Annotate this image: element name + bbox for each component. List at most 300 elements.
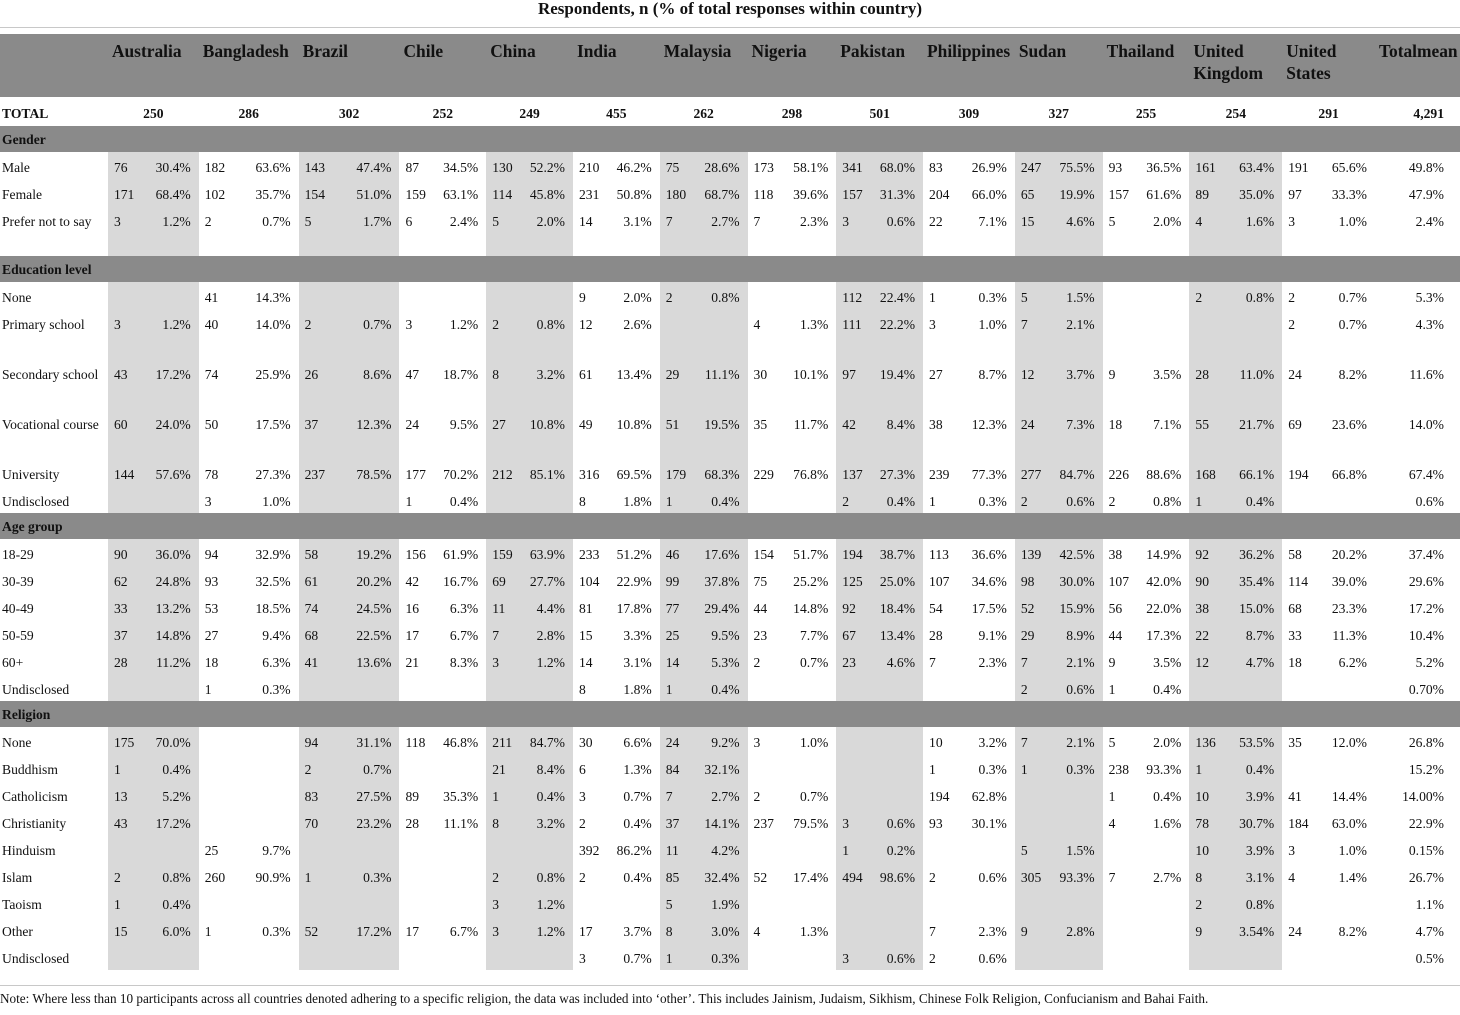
percent-cell: 3.7%	[1052, 359, 1102, 409]
count-cell: 237	[753, 816, 774, 831]
percent-cell: 19.2%	[335, 539, 400, 566]
percent-cell: 36.0%	[134, 539, 199, 566]
percent-cell: 1.5%	[1052, 282, 1102, 309]
count-cell: 41	[204, 290, 219, 305]
percent-cell	[1319, 943, 1375, 970]
country-header: Chile	[399, 34, 486, 97]
count-cell: 75	[753, 574, 768, 589]
count-cell: 29	[660, 359, 697, 409]
percent-cell: 10.8%	[616, 417, 652, 432]
percent-cell: 66.0%	[971, 187, 1007, 202]
percent-cell	[436, 835, 486, 862]
count-cell: 42	[405, 574, 420, 589]
percent-cell	[134, 943, 199, 970]
count-cell: 3	[836, 943, 872, 970]
total-cell: 249	[519, 106, 540, 121]
count-cell: 25	[660, 620, 697, 647]
percent-cell: 11.2%	[134, 647, 199, 674]
percent-cell	[436, 282, 486, 309]
percent-cell: 34.5%	[443, 160, 479, 175]
table-row	[0, 727, 1460, 754]
count-cell: 9	[578, 290, 586, 305]
count-cell: 12	[1015, 359, 1052, 409]
percent-cell	[523, 943, 573, 970]
percent-cell: 4.7%	[1226, 647, 1283, 674]
count-cell: 28	[108, 647, 134, 674]
percent-cell: 46.8%	[443, 735, 479, 750]
percent-cell: 12.3%	[971, 417, 1007, 432]
percent-cell: 25.9%	[255, 367, 291, 382]
count-cell: 2	[578, 816, 586, 831]
row-label: Undisclosed	[2, 494, 70, 509]
row-label: Undisclosed	[2, 951, 70, 966]
percent-cell: 9.1%	[978, 628, 1007, 643]
count-cell: 46	[660, 539, 697, 566]
count-cell	[399, 282, 435, 309]
percent-cell: 17.8%	[616, 601, 652, 616]
percent-cell: 0.3%	[335, 862, 400, 889]
count-cell	[1282, 754, 1318, 781]
percent-cell: 13.4%	[873, 620, 923, 647]
count-cell: 2	[753, 655, 761, 670]
count-cell: 41	[299, 647, 335, 674]
percent-cell: 8.3%	[449, 655, 479, 670]
count-cell: 260	[204, 870, 226, 885]
mean-cell: 15.2%	[1408, 762, 1444, 777]
percent-cell: 0.7%	[335, 309, 400, 359]
total-cell: 255	[1135, 106, 1157, 121]
percent-cell: 27.3%	[873, 459, 923, 486]
table-row	[0, 539, 1460, 566]
count-cell	[108, 486, 134, 513]
count-cell: 47	[405, 367, 420, 382]
count-cell	[399, 862, 435, 889]
count-cell: 161	[1189, 152, 1225, 179]
percent-cell: 2.8%	[523, 620, 573, 647]
count-cell: 2	[1288, 290, 1295, 305]
count-cell	[486, 674, 522, 701]
percent-cell: 76.8%	[793, 467, 829, 482]
count-cell	[299, 943, 335, 970]
count-cell: 9	[1108, 655, 1116, 670]
percent-cell	[134, 282, 199, 309]
percent-cell: 26.9%	[971, 160, 1007, 175]
count-cell: 56	[1108, 601, 1123, 616]
percent-cell: 39.0%	[1331, 574, 1367, 589]
count-cell: 29	[1015, 620, 1052, 647]
count-cell: 8	[1189, 862, 1225, 889]
row-label: Christianity	[2, 816, 67, 831]
percent-cell: 8.2%	[1338, 924, 1367, 939]
count-cell	[486, 282, 522, 309]
total-row	[0, 97, 1460, 126]
percent-cell: 31.3%	[873, 179, 923, 206]
count-cell: 37	[108, 620, 134, 647]
count-cell: 191	[1288, 160, 1309, 175]
percent-cell: 14.0%	[255, 317, 291, 332]
count-cell: 118	[753, 187, 774, 202]
percent-cell: 3.2%	[523, 808, 573, 835]
count-cell: 3	[108, 206, 134, 256]
count-cell: 2	[299, 309, 335, 359]
row-label: Vocational course	[2, 417, 99, 432]
percent-cell	[134, 835, 199, 862]
table-row	[0, 486, 1460, 513]
percent-cell: 3.5%	[1153, 655, 1182, 670]
percent-cell: 5.3%	[697, 647, 747, 674]
count-cell: 494	[836, 862, 872, 889]
count-cell	[1015, 781, 1052, 808]
percent-cell: 4.6%	[873, 647, 923, 674]
count-cell: 3	[1288, 843, 1295, 858]
count-cell: 68	[1288, 601, 1302, 616]
count-cell: 62	[108, 566, 134, 593]
percent-cell	[784, 486, 836, 513]
percent-cell: 11.1%	[697, 359, 747, 409]
percent-cell: 3.9%	[1226, 781, 1283, 808]
count-cell: 65	[1015, 179, 1052, 206]
row-label: Prefer not to say	[2, 214, 92, 229]
percent-cell	[235, 781, 299, 808]
count-cell: 30	[753, 367, 768, 382]
count-cell: 7	[1015, 727, 1052, 754]
count-cell: 107	[929, 574, 950, 589]
percent-cell: 24.5%	[335, 593, 400, 620]
count-cell: 25	[204, 843, 219, 858]
count-cell: 3	[578, 951, 586, 966]
total-cell: 455	[606, 106, 627, 121]
percent-cell	[335, 889, 400, 916]
count-cell	[108, 943, 134, 970]
count-cell: 1	[660, 486, 697, 513]
percent-cell	[134, 674, 199, 701]
count-cell: 5	[1108, 735, 1116, 750]
count-cell: 168	[1189, 459, 1225, 486]
percent-cell: 6.3%	[262, 655, 291, 670]
count-cell: 1	[204, 924, 212, 939]
percent-cell	[873, 754, 923, 781]
percent-cell: 32.1%	[697, 754, 747, 781]
count-cell: 2	[299, 754, 335, 781]
count-cell: 97	[1288, 187, 1302, 202]
note-rule	[0, 985, 1460, 986]
percent-cell: 23.2%	[335, 808, 400, 835]
percent-cell: 20.2%	[335, 566, 400, 593]
percent-cell	[235, 754, 299, 781]
country-header: China	[486, 34, 573, 97]
count-cell: 114	[486, 179, 522, 206]
total-cell: 252	[432, 106, 454, 121]
count-cell: 98	[1015, 566, 1052, 593]
count-cell	[836, 889, 872, 916]
count-cell: 61	[578, 367, 593, 382]
count-cell: 15	[1015, 206, 1052, 256]
percent-cell: 2.8%	[1052, 916, 1102, 943]
percent-cell: 4.6%	[1052, 206, 1102, 256]
table-note: Note: Where less than 10 participants across all countries denoted adhering to a specific religion, the data was included into ‘other’. This includes Jainism, Judaism, Sikhism, Chinese Folk Religion, Confucianism and Bahai Faith.	[0, 991, 1209, 1006]
percent-cell: 33.3%	[1331, 187, 1367, 202]
percent-cell: 6.7%	[449, 924, 479, 939]
count-cell: 94	[204, 547, 219, 562]
total-cell: 302	[338, 106, 360, 121]
count-cell: 144	[108, 459, 134, 486]
percent-cell: 84.7%	[523, 727, 573, 754]
count-cell: 204	[929, 187, 950, 202]
percent-cell: 3.7%	[623, 924, 652, 939]
percent-cell: 9.4%	[262, 628, 291, 643]
count-cell	[923, 889, 959, 916]
percent-cell: 36.5%	[1146, 160, 1182, 175]
count-cell: 69	[1288, 417, 1302, 432]
row-label: Undisclosed	[2, 682, 70, 697]
count-cell: 2	[753, 789, 761, 804]
count-cell: 1	[204, 682, 212, 697]
count-cell: 3	[204, 494, 212, 509]
percent-cell: 0.4%	[623, 816, 652, 831]
count-cell	[1282, 674, 1318, 701]
percent-cell: 30.1%	[971, 816, 1007, 831]
count-cell: 156	[405, 547, 426, 562]
percent-cell	[1139, 916, 1189, 943]
percent-cell	[436, 862, 486, 889]
count-cell: 173	[753, 160, 774, 175]
percent-cell: 4.2%	[697, 835, 747, 862]
count-cell: 7	[660, 206, 697, 256]
count-cell: 41	[1288, 789, 1302, 804]
percent-cell: 8.6%	[335, 359, 400, 409]
count-cell: 104	[578, 574, 600, 589]
percent-cell: 0.8%	[134, 862, 199, 889]
percent-cell: 8.4%	[523, 754, 573, 781]
count-cell: 2	[578, 870, 586, 885]
count-cell: 7	[1015, 309, 1052, 359]
percent-cell	[784, 835, 836, 862]
percent-cell: 35.0%	[1226, 179, 1283, 206]
percent-cell: 1.2%	[523, 647, 573, 674]
percent-cell	[873, 889, 923, 916]
row-label: University	[2, 467, 60, 482]
percent-cell	[873, 781, 923, 808]
count-cell: 12	[1189, 647, 1225, 674]
count-cell: 10	[1189, 835, 1225, 862]
section-header-row	[0, 256, 1460, 282]
percent-cell: 1.2%	[523, 889, 573, 916]
count-cell: 52	[299, 916, 335, 943]
percent-cell: 85.1%	[523, 459, 573, 486]
count-cell: 8	[486, 359, 522, 409]
count-cell: 8	[660, 916, 697, 943]
count-cell: 77	[660, 593, 697, 620]
count-cell: 5	[1015, 282, 1052, 309]
count-cell: 5	[1108, 214, 1116, 229]
count-cell	[299, 486, 335, 513]
percent-cell	[1226, 674, 1283, 701]
percent-cell: 68.3%	[697, 459, 747, 486]
percent-cell: 8.7%	[1226, 620, 1283, 647]
percent-cell: 1.3%	[623, 762, 652, 777]
count-cell: 8	[578, 682, 586, 697]
count-cell: 60	[108, 409, 134, 459]
percent-cell: 17.2%	[134, 808, 199, 835]
percent-cell: 3.9%	[1226, 835, 1283, 862]
count-cell: 35	[753, 417, 768, 432]
count-cell: 43	[108, 808, 134, 835]
count-cell: 22	[1189, 620, 1225, 647]
percent-cell: 66.1%	[1226, 459, 1283, 486]
count-cell: 90	[108, 539, 134, 566]
table-row	[0, 566, 1460, 593]
count-cell: 3	[405, 317, 413, 332]
mean-cell: 11.6%	[1409, 367, 1444, 382]
count-cell: 4	[1288, 870, 1295, 885]
percent-cell	[1052, 808, 1102, 835]
count-cell	[748, 889, 784, 916]
percent-cell: 8.4%	[873, 409, 923, 459]
row-label: Hinduism	[2, 843, 56, 858]
percent-cell: 35.7%	[255, 187, 291, 202]
percent-cell: 15.9%	[1052, 593, 1102, 620]
total-cell: 291	[1318, 106, 1339, 121]
count-cell	[748, 835, 784, 862]
section-title: Religion	[0, 701, 1460, 727]
count-cell	[299, 282, 335, 309]
count-cell	[199, 781, 235, 808]
table-row	[0, 152, 1460, 179]
count-cell: 107	[1108, 574, 1130, 589]
percent-cell	[235, 808, 299, 835]
count-cell: 7	[929, 924, 936, 939]
count-cell: 3	[836, 808, 872, 835]
count-cell: 38	[929, 417, 943, 432]
percent-cell: 1.2%	[523, 916, 573, 943]
row-label: Other	[2, 924, 33, 939]
total-cell: 298	[781, 106, 803, 121]
count-cell: 40	[204, 317, 219, 332]
percent-cell: 0.4%	[134, 889, 199, 916]
percent-cell: 9.5%	[449, 417, 479, 432]
count-cell: 7	[1108, 870, 1116, 885]
percent-cell: 0.6%	[873, 808, 923, 835]
count-cell: 6	[578, 762, 586, 777]
count-cell: 83	[299, 781, 335, 808]
percent-cell: 69.5%	[616, 467, 652, 482]
percent-cell: 77.3%	[971, 467, 1007, 482]
percent-cell: 22.0%	[1146, 601, 1182, 616]
count-cell: 18	[1288, 655, 1302, 670]
percent-cell: 17.2%	[134, 359, 199, 409]
percent-cell	[335, 674, 400, 701]
section-header-row	[0, 513, 1460, 539]
count-cell: 42	[836, 409, 872, 459]
percent-cell: 68.4%	[134, 179, 199, 206]
percent-cell: 27.3%	[255, 467, 291, 482]
table-row	[0, 359, 1460, 409]
count-cell: 392	[578, 843, 600, 858]
country-header: India	[573, 34, 660, 97]
count-cell	[399, 943, 435, 970]
percent-cell	[873, 674, 923, 701]
percent-cell: 93.3%	[1146, 762, 1182, 777]
percent-cell: 14.1%	[697, 808, 747, 835]
count-cell: 316	[578, 467, 600, 482]
mean-cell: 47.9%	[1408, 187, 1444, 202]
percent-cell: 51.2%	[616, 547, 652, 562]
count-cell: 7	[929, 655, 936, 670]
count-cell	[1282, 889, 1318, 916]
count-cell	[1282, 486, 1318, 513]
percent-cell: 24.8%	[134, 566, 199, 593]
percent-cell: 21.7%	[1226, 409, 1283, 459]
count-cell: 37	[299, 409, 335, 459]
percent-cell	[784, 889, 836, 916]
percent-cell: 0.3%	[978, 762, 1007, 777]
count-cell: 102	[204, 187, 226, 202]
percent-cell: 0.3%	[262, 682, 291, 697]
count-cell: 3	[836, 206, 872, 256]
percent-cell: 32.4%	[697, 862, 747, 889]
percent-cell: 1.9%	[697, 889, 747, 916]
percent-cell: 23.6%	[1331, 417, 1367, 432]
percent-cell: 2.0%	[1153, 735, 1182, 750]
percent-cell: 1.2%	[134, 206, 199, 256]
mean-cell: 26.8%	[1408, 735, 1444, 750]
count-cell	[836, 916, 872, 943]
percent-cell: 61.9%	[443, 547, 479, 562]
percent-cell	[1319, 486, 1375, 513]
count-cell	[108, 674, 134, 701]
count-cell: 16	[405, 601, 420, 616]
count-cell: 5	[299, 206, 335, 256]
percent-cell: 22.9%	[616, 574, 652, 589]
count-cell: 4	[1189, 206, 1225, 256]
count-cell: 1	[1108, 789, 1116, 804]
country-header: Bangladesh	[199, 34, 299, 97]
percent-cell	[436, 889, 486, 916]
percent-cell: 1.3%	[799, 924, 829, 939]
count-cell	[199, 727, 235, 754]
country-header: Brazil	[299, 34, 400, 97]
percent-cell: 2.3%	[978, 655, 1007, 670]
percent-cell: 0.4%	[1153, 789, 1182, 804]
percent-cell: 3.5%	[1153, 367, 1182, 382]
percent-cell: 2.3%	[978, 924, 1007, 939]
percent-cell: 17.6%	[697, 539, 747, 566]
percent-cell: 24.0%	[134, 409, 199, 459]
count-cell: 111	[836, 309, 872, 359]
percent-cell: 88.6%	[1146, 467, 1182, 482]
count-cell: 1	[299, 862, 335, 889]
percent-cell: 4.4%	[523, 593, 573, 620]
count-cell: 1	[660, 674, 697, 701]
count-cell	[399, 754, 435, 781]
count-cell: 3	[108, 309, 134, 359]
count-cell: 7	[753, 214, 761, 229]
percent-cell	[523, 674, 573, 701]
percent-cell: 10.8%	[523, 409, 573, 459]
percent-cell: 2.7%	[697, 781, 747, 808]
percent-cell	[436, 674, 486, 701]
count-cell: 143	[299, 152, 335, 179]
count-cell: 97	[836, 359, 872, 409]
percent-cell	[959, 674, 1014, 701]
percent-cell: 98.6%	[873, 862, 923, 889]
count-cell: 70	[299, 808, 335, 835]
percent-cell: 63.9%	[523, 539, 573, 566]
percent-cell: 2.3%	[799, 214, 829, 229]
count-cell: 92	[1189, 539, 1225, 566]
count-cell: 136	[1189, 727, 1225, 754]
percent-cell: 10.1%	[793, 367, 829, 382]
